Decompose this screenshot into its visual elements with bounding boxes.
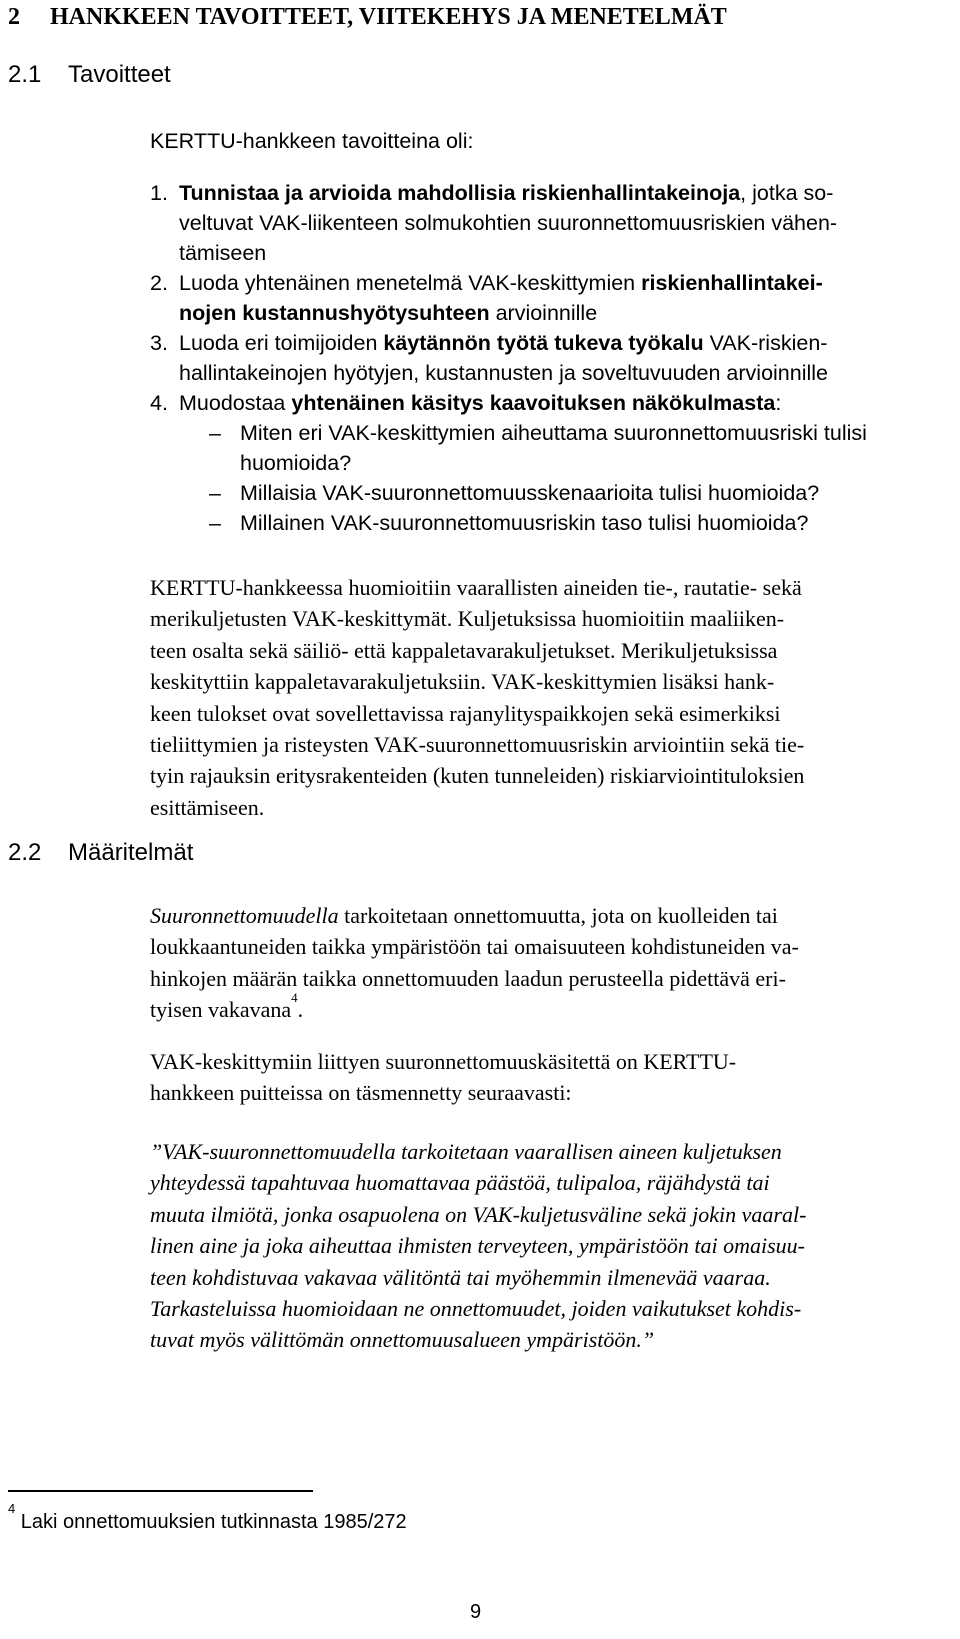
- goal-text: veltuvat VAK-liikenteen solmukohtien suuronnettomuusriskien vähen-: [179, 211, 838, 235]
- quote-line: ”VAK-suuronnettomuudella tarkoitetaan vaarallisen aineen kuljetuksen: [150, 1139, 782, 1164]
- paragraph-line: tyin rajauksin eritysrakenteiden (kuten tunneleiden) riskiarviointituloksien: [150, 763, 805, 789]
- goal-number: 3.: [150, 331, 168, 355]
- goal-item: [150, 268, 940, 328]
- goal-item: [150, 328, 940, 388]
- paragraph-line: KERTTU-hankkeessa huomioitiin vaarallisten aineiden tie-, rautatie- sekä: [150, 575, 802, 600]
- goal-text: arvioinnille: [489, 301, 598, 325]
- dash-bullet: –: [209, 511, 221, 535]
- kerttu-paragraph: [150, 1046, 940, 1109]
- paragraph-line: hankkeen puitteissa on täsmennetty seuraavasti:: [150, 1080, 572, 1106]
- chapter-title: HANKKEEN TAVOITTEET, VIITEKEHYS JA MENETELMÄT: [50, 4, 727, 30]
- goal-emphasis: Tunnistaa ja arvioida mahdollisia riskienhallintakeinoja: [179, 181, 741, 205]
- goal-emphasis: yhtenäinen käsitys kaavoituksen näkökulmasta: [291, 391, 776, 415]
- chapter-number: 2: [8, 4, 20, 30]
- scope-paragraph: [150, 572, 940, 823]
- goals-list: [150, 178, 940, 538]
- goal-text: , jotka so-: [740, 181, 834, 205]
- paragraph-line: esittämiseen.: [150, 794, 265, 820]
- goal-text: Luoda eri toimijoiden: [179, 331, 384, 355]
- subitem-line: huomioida?: [240, 451, 352, 475]
- definition-last-line: tyisen vakavana: [150, 997, 292, 1023]
- definition-paragraph: [150, 900, 940, 1026]
- goal-text: :: [775, 391, 782, 415]
- goal-number: 1.: [150, 181, 168, 205]
- goal-emphasis: nojen kustannushyötysuhteen: [179, 301, 490, 325]
- goal-text: Muodostaa: [179, 391, 292, 415]
- goal-text: Luoda yhtenäinen menetelmä VAK-keskittymien: [179, 271, 642, 295]
- paragraph-line: teen osalta sekä säiliö- että kappaletavarakuljetukset. Merikuljetuksissa: [150, 637, 778, 663]
- goal-text: tämiseen: [179, 241, 267, 265]
- definition-line: loukkaantuneiden taikka ympäristöön tai omaisuuteen kohdistuneiden va-: [150, 934, 799, 960]
- subitem-line: Miten eri VAK-keskittymien aiheuttama suuronnettomuusriski tulisi: [240, 421, 867, 445]
- goal-subitem: [179, 508, 940, 538]
- quote-line: Tarkasteluissa huomioidaan ne onnettomuudet, joiden vaikutukset kohdis-: [150, 1296, 802, 1322]
- goal-line: [179, 178, 940, 208]
- goal-subitem: [179, 478, 940, 508]
- goal-line: [179, 298, 940, 328]
- quote-line: teen kohdistuvaa vakavaa välitöntä tai myöhemmin ilmenevää vaaraa.: [150, 1264, 771, 1290]
- goal-subitem: [179, 418, 940, 478]
- definition-quote: [150, 1136, 940, 1356]
- goal-line: [179, 328, 940, 358]
- footnote-reference: 4: [291, 989, 298, 1005]
- paragraph-line: tieliittymien ja risteysten VAK-suuronnettomuusriskin arviointiin sekä tie-: [150, 732, 805, 758]
- goal-emphasis: riskienhallintakei-: [641, 271, 823, 295]
- section-heading-goals: [8, 60, 171, 90]
- paragraph-line: keen tulokset ovat sovellettavissa rajanylityspaikkojen sekä esimerkiksi: [150, 700, 781, 726]
- goal-number: 2.: [150, 271, 168, 295]
- section-title: Määritelmät: [68, 839, 194, 866]
- section-number: 2.1: [8, 61, 42, 88]
- definition-end: .: [297, 997, 304, 1023]
- goals-intro: KERTTU-hankkeen tavoitteina oli:: [150, 129, 474, 153]
- paragraph-line: keskityttiin kappaletavarakuljetuksiin. VAK-keskittymien lisäksi hank-: [150, 669, 775, 695]
- goal-line: [179, 358, 940, 388]
- quote-line: tuvat myös välittömän onnettomuusalueen ympäristöön.”: [150, 1327, 655, 1353]
- page-number: 9: [470, 1601, 482, 1623]
- goal-number: 4.: [150, 391, 168, 415]
- chapter-heading: [8, 2, 727, 32]
- goal-line: [179, 268, 940, 298]
- quote-line: yhteydessä tapahtuvaa huomattavaa päästöä, tulipaloa, räjähdystä tai: [150, 1170, 770, 1196]
- footnote: [8, 1501, 407, 1536]
- goal-item: [150, 178, 940, 268]
- dash-bullet: –: [209, 481, 221, 505]
- footnote-number: 4: [8, 1501, 16, 1517]
- definition-term: Suuronnettomuudella: [150, 903, 339, 928]
- subitem-line: Millaisia VAK-suuronnettomuusskenaarioita tulisi huomioida?: [240, 481, 820, 505]
- subitem-line: Millainen VAK-suuronnettomuusriskin taso tulisi huomioida?: [240, 511, 809, 535]
- goal-emphasis: käytännön työtä tukeva työkalu: [383, 331, 704, 355]
- goal-line: [179, 208, 940, 238]
- paragraph-line: VAK-keskittymiin liittyen suuronnettomuuskäsitettä on KERTTU-: [150, 1049, 737, 1074]
- definition-text: tarkoitetaan onnettomuutta, jota on kuolleiden tai: [338, 903, 778, 928]
- goal-text: hallintakeinojen hyötyjen, kustannusten ja soveltuvuuden arvioinnille: [179, 361, 829, 385]
- quote-line: muuta ilmiötä, jonka osapuolena on VAK-kuljetusväline sekä jokin vaaral-: [150, 1201, 807, 1227]
- goal-item: [150, 388, 940, 538]
- section-title: Tavoitteet: [68, 61, 171, 88]
- paragraph-line: merikuljetusten VAK-keskittymät. Kuljetuksissa huomioitiin maaliiken-: [150, 606, 785, 632]
- goal-line: [179, 388, 940, 418]
- quote-line: linen aine ja joka aiheuttaa ihmisten terveyteen, ympäristöön tai omaisuu-: [150, 1233, 805, 1259]
- goal-text: VAK-riskien-: [703, 331, 828, 355]
- dash-bullet: –: [209, 421, 221, 445]
- goal-line: [179, 238, 940, 268]
- footnote-text: Laki onnettomuuksien tutkinnasta 1985/272: [20, 1511, 407, 1533]
- definition-line: hinkojen määrän taikka onnettomuuden laadun perusteella pidettävä eri-: [150, 965, 786, 991]
- section-number: 2.2: [8, 839, 42, 866]
- footnote-rule: [8, 1490, 313, 1492]
- section-heading-definitions: [8, 838, 193, 868]
